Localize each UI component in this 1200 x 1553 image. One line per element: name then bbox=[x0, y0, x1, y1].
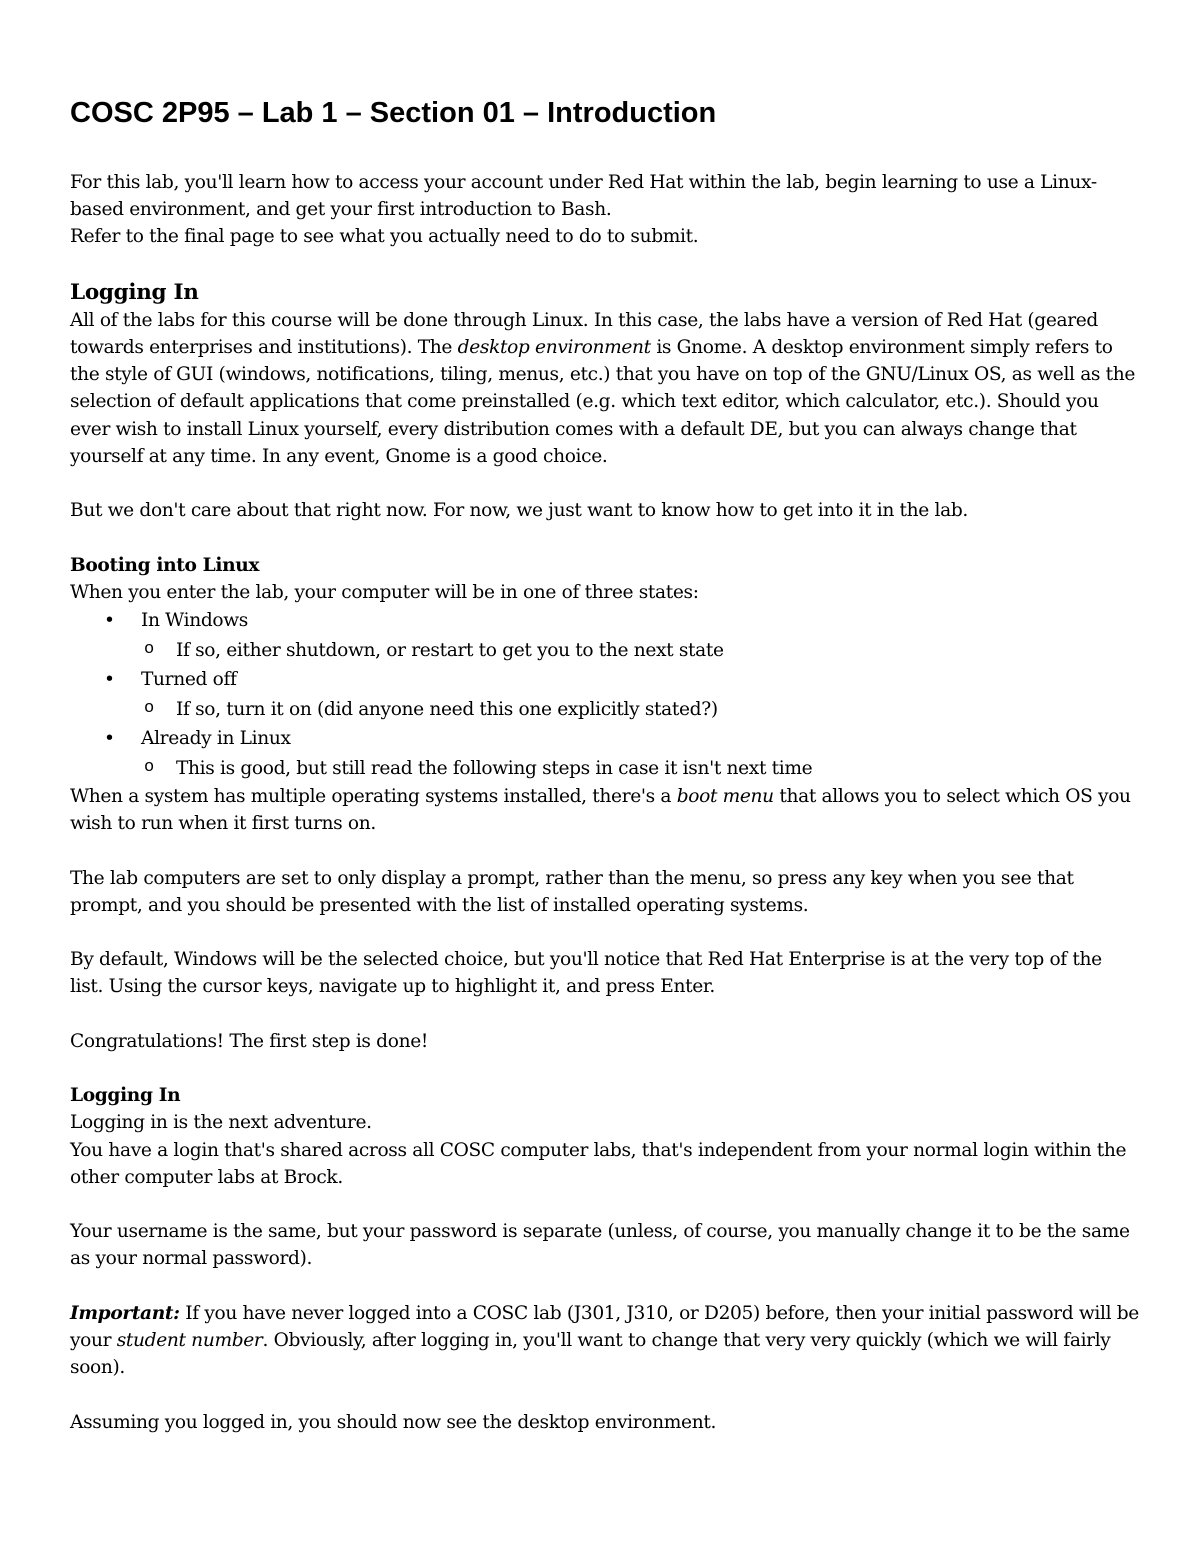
list-item bbox=[70, 724, 1140, 783]
state-label: In Windows bbox=[141, 610, 248, 631]
sub-list bbox=[141, 754, 1140, 784]
state-detail: If so, turn it on (did anyone need this one explicitly stated?) bbox=[176, 698, 718, 720]
text-run: All of the labs for this course will be done through Linux. In this case, the labs have a version of Red Hat (geared towards enterprises and institutions). The bbox=[70, 309, 1098, 358]
sub-list-item bbox=[141, 754, 1140, 784]
dont-care-paragraph: But we don't care about that right now. For now, we just want to know how to get into it in the lab. bbox=[70, 500, 968, 522]
sub-bullet-icon: o bbox=[144, 698, 154, 718]
document-page bbox=[70, 92, 1140, 1436]
intro-paragraph bbox=[70, 169, 1140, 251]
document-title: COSC 2P95 – Lab 1 – Section 01 – Introduction bbox=[70, 97, 717, 129]
state-detail: If so, either shutdown, or restart to get you to the next state bbox=[176, 639, 724, 661]
sub-list bbox=[141, 636, 1140, 666]
intro-line-2: Refer to the final page to see what you actually need to do to submit. bbox=[70, 226, 699, 248]
shared-login-paragraph: You have a login that's shared across all COSC computer labs, that's independent from your normal login within the other computer labs at Brock. bbox=[70, 1139, 1127, 1188]
emphasis-student-number: student number bbox=[116, 1329, 263, 1351]
desktop-environment-paragraph bbox=[70, 307, 1140, 470]
prompt-paragraph: The lab computers are set to only display a prompt, rather than the menu, so press any key when you see that prompt, and you should be presented with the list of installed operating systems. bbox=[70, 867, 1074, 916]
section-heading-logging-in-2: Logging In bbox=[70, 1085, 181, 1107]
states-lead: When you enter the lab, your computer will be in one of three states: bbox=[70, 581, 699, 603]
state-label: Turned off bbox=[141, 669, 237, 690]
sub-list-item bbox=[141, 636, 1140, 666]
text-run: is Gnome. A desktop environment simply refers to the style of GUI (windows, notifications, tiling, menus, etc.) that you have on top of the GNU/Linux OS, as well as the selection of default applications that come preinstalled (e.g. which text editor, which calculator, etc.). Should you ever wish to install Linux yourself, every distribution comes with a default DE, but you can always change that yourself at any time. In any event, Gnome is a good choice. bbox=[70, 337, 1136, 467]
list-item bbox=[70, 665, 1140, 724]
important-paragraph bbox=[70, 1300, 1140, 1382]
username-paragraph: Your username is the same, but your password is separate (unless, of course, you manually change it to be the same as your normal password). bbox=[70, 1221, 1130, 1270]
next-adventure-line: Logging in is the next adventure. bbox=[70, 1112, 372, 1134]
emphasis-boot-menu: boot menu bbox=[676, 786, 774, 807]
text-run: When a system has multiple operating systems installed, there's a bbox=[70, 786, 677, 807]
bullet-icon: • bbox=[104, 728, 115, 749]
section-heading-logging-in: Logging In bbox=[70, 279, 199, 305]
text-run: If you have never logged into a COSC lab (J301, J310, or D205) before, then your initial password will be your bbox=[70, 1302, 1139, 1351]
boot-menu-paragraph bbox=[70, 783, 1140, 837]
final-paragraph: Assuming you logged in, you should now see the desktop environment. bbox=[70, 1411, 717, 1433]
bullet-icon: • bbox=[104, 610, 115, 631]
sub-bullet-icon: o bbox=[144, 757, 154, 777]
congrats-paragraph: Congratulations! The first step is done! bbox=[70, 1030, 428, 1052]
sub-bullet-icon: o bbox=[144, 639, 154, 659]
list-item bbox=[70, 606, 1140, 665]
intro-line-1: For this lab, you'll learn how to access your account under Red Hat within the lab, begin learning to use a Linux-based environment, and get your first introduction to Bash. bbox=[70, 172, 1097, 221]
sub-list-item bbox=[141, 695, 1140, 725]
text-run: . Obviously, after logging in, you'll want to change that very very quickly (which we will fairly soon). bbox=[70, 1329, 1111, 1379]
sub-list bbox=[141, 695, 1140, 725]
states-list bbox=[70, 606, 1140, 783]
section-heading-booting: Booting into Linux bbox=[70, 554, 260, 576]
state-label: Already in Linux bbox=[141, 728, 291, 749]
default-choice-paragraph: By default, Windows will be the selected choice, but you'll notice that Red Hat Enterprise is at the very top of the list. Using the cursor keys, navigate up to highlight it, and press Enter. bbox=[70, 949, 1102, 998]
important-label: Important: bbox=[70, 1302, 180, 1324]
state-detail: This is good, but still read the following steps in case it isn't next time bbox=[176, 757, 813, 779]
text-run: that allows you to select which OS you wish to run when it first turns on. bbox=[70, 786, 1131, 835]
bullet-icon: • bbox=[104, 669, 115, 690]
emphasis-desktop-environment: desktop environment bbox=[457, 337, 651, 358]
